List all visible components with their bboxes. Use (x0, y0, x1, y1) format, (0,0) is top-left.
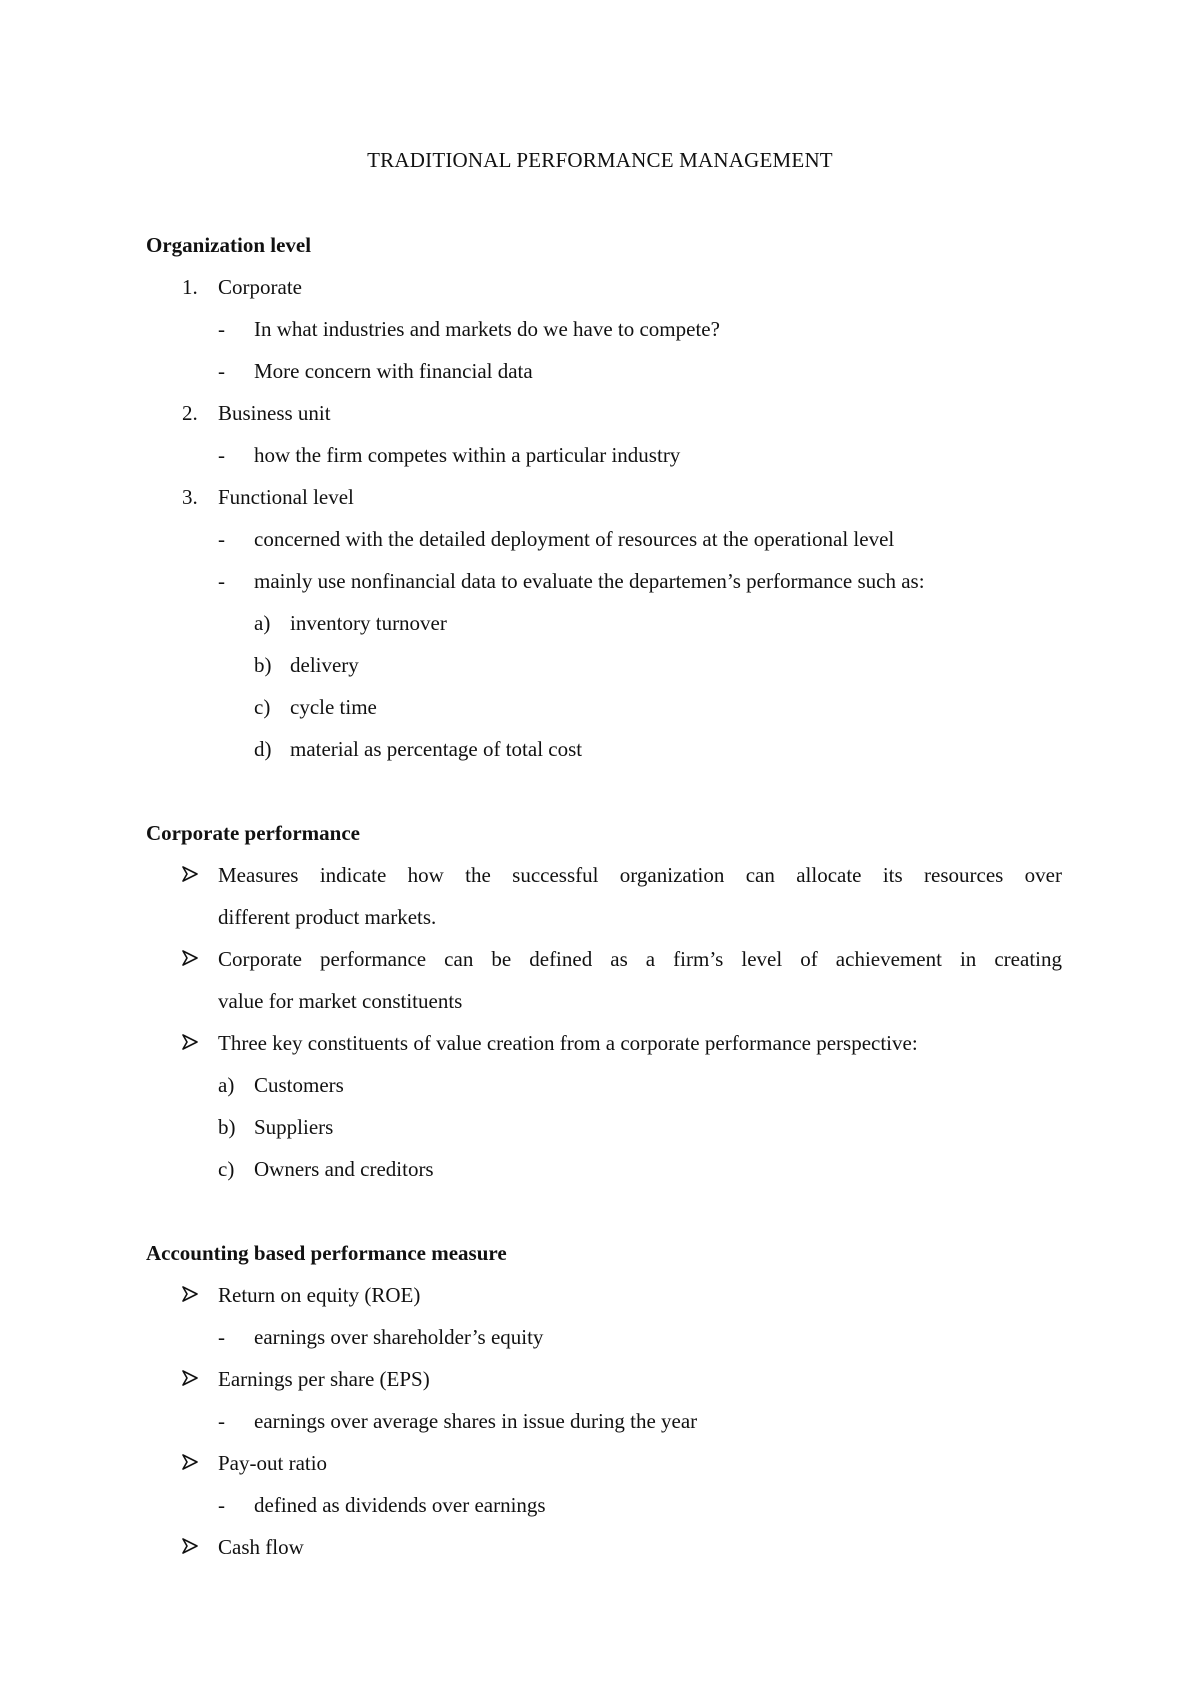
list-number: 3. (182, 485, 198, 509)
arrow-bullet-icon (182, 1454, 198, 1470)
letter-item: material as percentage of total cost (290, 737, 583, 761)
list-item: Functional level (218, 485, 354, 509)
letter-item: Suppliers (254, 1115, 334, 1139)
section-heading-organization-level: Organization level (146, 233, 312, 257)
dash-marker: - (218, 1325, 225, 1349)
bullet-text-continuation: value for market constituents (218, 989, 463, 1013)
list-number: 1. (182, 275, 198, 299)
letter-marker: c) (218, 1157, 235, 1181)
arrow-bullet-icon (182, 866, 198, 882)
dash-marker: - (218, 317, 225, 341)
letter-item: cycle time (290, 695, 377, 719)
sub-item: More concern with financial data (254, 359, 533, 383)
dash-marker: - (218, 443, 225, 467)
section-heading-corporate-performance: Corporate performance (146, 821, 360, 845)
dash-marker: - (218, 1409, 225, 1433)
letter-item: Owners and creditors (254, 1157, 434, 1181)
letter-marker: c) (254, 695, 271, 719)
sub-item: In what industries and markets do we have to compete? (254, 317, 720, 341)
arrow-bullet-icon (182, 1034, 198, 1050)
letter-marker: a) (254, 611, 271, 635)
letter-item: delivery (290, 653, 359, 677)
arrow-bullet-icon (182, 1538, 198, 1554)
letter-marker: a) (218, 1073, 235, 1097)
letter-marker: b) (254, 653, 272, 677)
section-heading-accounting-measure: Accounting based performance measure (146, 1241, 507, 1265)
bullet-text: Return on equity (ROE) (218, 1283, 421, 1307)
arrow-bullet-icon (182, 950, 198, 966)
letter-item: inventory turnover (290, 611, 447, 635)
sub-item: earnings over average shares in issue during the year (254, 1409, 698, 1433)
letter-item: Customers (254, 1073, 344, 1097)
sub-item: how the firm competes within a particular industry (254, 443, 681, 467)
dash-marker: - (218, 569, 225, 593)
dash-marker: - (218, 527, 225, 551)
letter-marker: b) (218, 1115, 236, 1139)
bullet-text: Cash flow (218, 1535, 304, 1559)
sub-item: mainly use nonfinancial data to evaluate the departemen’s performance such as: (254, 569, 925, 593)
dash-marker: - (218, 359, 225, 383)
sub-item: concerned with the detailed deployment of resources at the operational level (254, 527, 895, 551)
arrow-bullet-icon (182, 1286, 198, 1302)
arrow-bullet-icon (182, 1370, 198, 1386)
bullet-text: Pay-out ratio (218, 1451, 328, 1475)
bullet-text: Measures indicate how the successful organization can allocate its resources over (218, 863, 1062, 887)
sub-item: defined as dividends over earnings (254, 1493, 546, 1517)
bullet-text: Earnings per share (EPS) (218, 1367, 430, 1391)
dash-marker: - (218, 1493, 225, 1517)
bullet-text: Corporate performance can be defined as a firm’s level of achievement in creating (218, 947, 1062, 971)
list-number: 2. (182, 401, 198, 425)
bullet-text: Three key constituents of value creation from a corporate performance perspective: (218, 1031, 918, 1055)
list-item: Business unit (218, 401, 331, 425)
document-title: TRADITIONAL PERFORMANCE MANAGEMENT (367, 148, 833, 172)
list-item: Corporate (218, 275, 302, 299)
letter-marker: d) (254, 737, 272, 761)
sub-item: earnings over shareholder’s equity (254, 1325, 544, 1349)
bullet-text-continuation: different product markets. (218, 905, 437, 929)
